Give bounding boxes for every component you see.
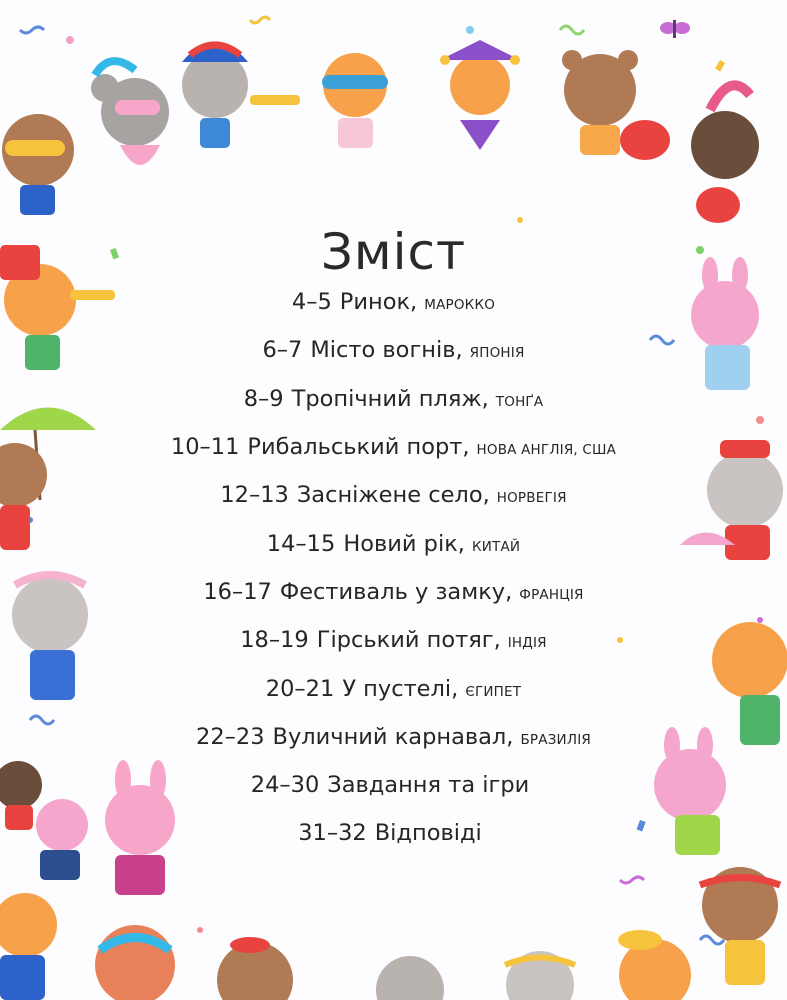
toc-title: Завдання та ігри bbox=[327, 772, 530, 799]
toc-title: Гірський потяг, bbox=[316, 627, 501, 654]
toc-page-range: 16–17 bbox=[203, 578, 272, 605]
bear-drummer-character bbox=[691, 85, 759, 223]
toc-page-range: 12–13 bbox=[220, 482, 289, 509]
toc-entry bbox=[0, 616, 787, 664]
toc-country: ІНДІЯ bbox=[507, 635, 547, 652]
toc-entry bbox=[0, 519, 787, 567]
toc-entry bbox=[0, 664, 787, 712]
page-title: Зміст bbox=[320, 222, 467, 281]
toc-title: Тропічний пляж, bbox=[291, 385, 489, 412]
toc-page-range: 8–9 bbox=[243, 385, 284, 412]
bear-character bbox=[618, 930, 691, 1000]
toc-page-range: 6–7 bbox=[262, 337, 303, 364]
toc-entry bbox=[0, 423, 787, 471]
toc-country: БРАЗИЛІЯ bbox=[520, 731, 591, 748]
toc-country: НОРВЕГІЯ bbox=[496, 490, 567, 507]
toc-title: Відповіді bbox=[374, 820, 482, 847]
cat-character bbox=[322, 53, 388, 148]
bear-character bbox=[0, 893, 57, 1000]
toc-entry bbox=[0, 375, 787, 423]
fox-masked-character bbox=[95, 925, 175, 1000]
toc-page-range: 4–5 bbox=[291, 289, 332, 316]
toc-country: ЄГИПЕТ bbox=[465, 683, 522, 700]
toc-country: ТОНҐА bbox=[495, 393, 544, 410]
toc-page-range: 14–15 bbox=[266, 530, 336, 557]
toc-page-range: 24–30 bbox=[250, 772, 320, 799]
toc-country: ФРАНЦІЯ bbox=[519, 586, 584, 603]
toc-page-range: 22–23 bbox=[196, 723, 265, 750]
cat-character bbox=[505, 951, 575, 1000]
toc-title: Засніжене село, bbox=[296, 482, 490, 509]
bear-masked-character bbox=[2, 114, 74, 215]
table-of-contents bbox=[0, 278, 787, 858]
jester-cat-character bbox=[440, 40, 520, 150]
toc-page-range: 20–21 bbox=[265, 675, 335, 702]
toc-entry bbox=[0, 809, 787, 857]
toc-title: Місто вогнів, bbox=[310, 337, 463, 364]
toc-country: НОВА АНГЛІЯ, США bbox=[476, 442, 617, 459]
toc-title: Вуличний карнавал, bbox=[272, 723, 514, 750]
butterfly-icon bbox=[660, 20, 690, 38]
toc-title: Фестиваль у замку, bbox=[279, 578, 513, 605]
toc-title: Новий рік, bbox=[343, 530, 465, 557]
toc-title: У пустелі, bbox=[342, 675, 459, 702]
toc-country: КИТАЙ bbox=[471, 538, 521, 555]
toc-page-range: 10–11 bbox=[170, 434, 240, 461]
mouse-character bbox=[376, 956, 444, 1000]
bear-character bbox=[217, 937, 293, 1000]
toc-entry bbox=[0, 278, 787, 326]
cat-character bbox=[182, 42, 300, 148]
toc-country: МАРОККО bbox=[424, 297, 496, 314]
toc-page-range: 18–19 bbox=[240, 627, 309, 654]
bear-character bbox=[700, 867, 780, 985]
bear-character bbox=[562, 50, 670, 160]
toc-entry bbox=[0, 326, 787, 374]
toc-title: Рибальський порт, bbox=[247, 434, 470, 461]
toc-entry bbox=[0, 713, 787, 761]
toc-entry bbox=[0, 471, 787, 519]
toc-title: Ринок, bbox=[339, 289, 418, 316]
toc-country: ЯПОНІЯ bbox=[469, 345, 525, 362]
toc-entry bbox=[0, 761, 787, 809]
mouse-character bbox=[91, 61, 169, 165]
toc-page-range: 31–32 bbox=[298, 820, 367, 847]
toc-entry bbox=[0, 568, 787, 616]
